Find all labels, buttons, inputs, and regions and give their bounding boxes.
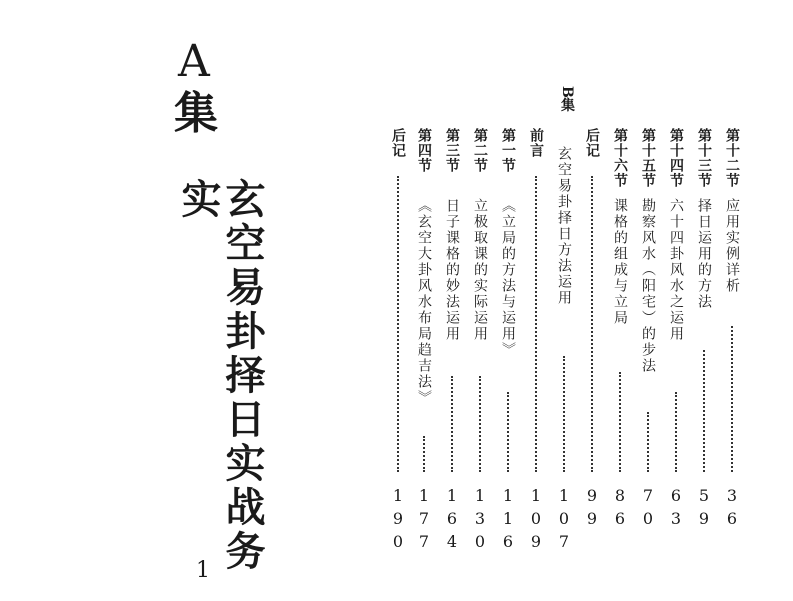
toc-title: 应用实例详析 — [724, 198, 740, 294]
toc-leader — [703, 350, 707, 472]
toc-entry — [414, 0, 440, 601]
toc-page-digit: 4 — [446, 532, 458, 551]
toc-entry — [694, 0, 720, 601]
toc-page-number — [556, 484, 572, 553]
toc-page-number — [612, 484, 628, 530]
toc-heading: 第十二节 — [724, 128, 740, 188]
toc-leader — [563, 356, 567, 472]
toc-title: 《玄空大卦风水布局趋吉法》 — [416, 198, 432, 406]
toc-heading: 第一节 — [500, 128, 516, 173]
part-letter: A — [178, 36, 210, 87]
toc-page-number — [444, 484, 460, 553]
toc-leader — [479, 376, 483, 472]
toc-page-number — [472, 484, 488, 553]
toc-heading: 第二节 — [472, 128, 488, 173]
toc-leader — [423, 436, 427, 472]
toc-leader — [397, 176, 401, 472]
toc-page-digit: 0 — [530, 509, 542, 528]
toc-entry — [526, 0, 552, 601]
toc-leader — [619, 372, 623, 472]
toc-leader — [451, 376, 455, 472]
toc-heading: 第十五节 — [640, 128, 656, 188]
toc-entry — [610, 0, 636, 601]
toc-entry — [582, 0, 608, 601]
toc-page-digit: 9 — [392, 509, 404, 528]
toc-page-digit: 9 — [586, 486, 598, 505]
book-title: 玄空易卦择日实战务实 — [175, 178, 266, 574]
toc-page-number — [668, 484, 684, 530]
toc-title: 日子课格的妙法运用 — [444, 198, 460, 342]
toc-page-digit: 7 — [418, 509, 430, 528]
toc-page-digit: 1 — [474, 486, 486, 505]
toc-entry — [666, 0, 692, 601]
toc-leader — [591, 176, 595, 472]
toc-entry — [470, 0, 496, 601]
toc-page-digit: 0 — [558, 509, 570, 528]
toc-page-digit: 6 — [670, 486, 682, 505]
toc-entry — [638, 0, 664, 601]
toc-title: 择日运用的方法 — [696, 198, 712, 310]
toc-page-number — [500, 484, 516, 553]
toc-leader — [675, 392, 679, 472]
toc-page-digit: 7 — [418, 532, 430, 551]
toc-page-number — [640, 484, 656, 530]
toc-entry — [498, 0, 524, 601]
toc-page-digit: 9 — [530, 532, 542, 551]
toc-page-number — [724, 484, 740, 530]
toc-title: 勘察风水（阳宅）的步法 — [640, 198, 656, 374]
toc-page-digit: 6 — [502, 532, 514, 551]
toc-page-digit: 1 — [558, 486, 570, 505]
toc-heading: 第四节 — [416, 128, 432, 173]
toc-page-digit: 3 — [670, 509, 682, 528]
toc-page-digit: 3 — [726, 486, 738, 505]
page-number: 1 — [196, 558, 210, 583]
toc-leader — [647, 412, 651, 472]
toc-page-number — [390, 484, 406, 553]
toc-page-digit: 5 — [698, 486, 710, 505]
toc-page-digit: 0 — [474, 532, 486, 551]
toc-page-digit: 9 — [586, 509, 598, 528]
toc-page-digit: 1 — [502, 486, 514, 505]
toc-page-number — [528, 484, 544, 553]
toc-entry — [554, 0, 580, 601]
toc-page-number — [584, 484, 600, 530]
toc-page-number — [696, 484, 712, 530]
toc-page-digit: 8 — [614, 486, 626, 505]
toc-page-digit: 6 — [446, 509, 458, 528]
toc-leader — [535, 176, 539, 472]
toc-leader — [507, 392, 511, 472]
toc-entry — [388, 0, 414, 601]
toc-title: 课格的组成与立局 — [612, 198, 628, 326]
toc-page-digit: 1 — [530, 486, 542, 505]
toc-heading: 前言 — [528, 128, 544, 158]
toc-page-digit: 1 — [392, 486, 404, 505]
toc-page-digit: 7 — [642, 486, 654, 505]
toc-page-digit: 3 — [474, 509, 486, 528]
toc-heading: 第十六节 — [612, 128, 628, 188]
toc-entry — [722, 0, 748, 601]
toc-heading: 第十四节 — [668, 128, 684, 188]
toc-page-number — [416, 484, 432, 553]
toc-page-digit: 6 — [614, 509, 626, 528]
toc-page-digit: 1 — [502, 509, 514, 528]
toc-title: 玄空易卦择日方法运用 — [556, 146, 572, 306]
toc-page-digit: 7 — [558, 532, 570, 551]
toc-title: 《立局的方法与运用》 — [500, 198, 516, 358]
toc-page-digit: 9 — [698, 509, 710, 528]
toc-leader — [731, 326, 735, 472]
b-part-label: B集 — [559, 86, 575, 112]
part-word: 集 — [174, 88, 218, 139]
toc-heading: 第三节 — [444, 128, 460, 173]
toc-heading: 后记 — [390, 128, 406, 158]
toc-heading: 第十三节 — [696, 128, 712, 188]
toc-page-digit: 0 — [642, 509, 654, 528]
toc-page-digit: 1 — [418, 486, 430, 505]
toc-page-digit: 1 — [446, 486, 458, 505]
toc-page-digit: 0 — [392, 532, 404, 551]
toc-heading: 后记 — [584, 128, 600, 158]
toc-page-digit: 6 — [726, 509, 738, 528]
toc-title: 六十四卦风水之运用 — [668, 198, 684, 342]
toc-title: 立极取课的实际运用 — [472, 198, 488, 342]
toc-entry — [442, 0, 468, 601]
